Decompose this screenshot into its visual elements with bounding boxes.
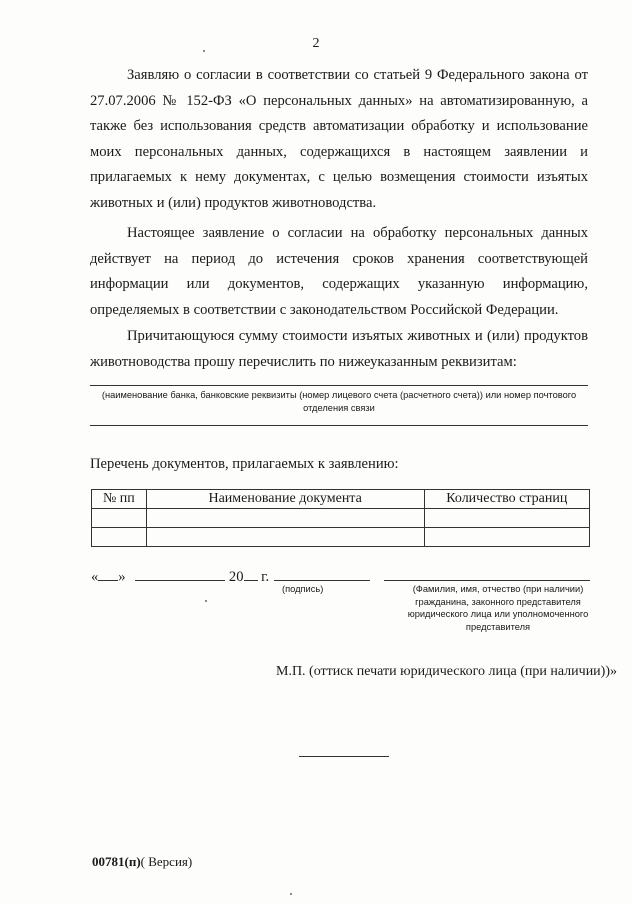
separator-line <box>299 756 389 757</box>
consent-paragraph: Заявляю о согласии в соответствии со статьей 9 Федерального закона от 27.07.2006 № 152-ФЗ «О персональных данных» на автоматизированную, а также без использования средств автоматизации обработку и использование моих персональных данных, содержащихся в настоящем заявлении и прилагаемых к нему документах, с целью возмещения стоимости изъятых животных и (или) продуктов животноводства. <box>90 67 588 211</box>
table-cell <box>424 528 589 547</box>
fio-line <box>384 580 590 581</box>
footer-code: 00781(п) <box>92 854 141 869</box>
footer-version: ( Версия) <box>140 854 193 869</box>
validity-paragraph: Настоящее заявление о согласии на обработку персональных данных действует на период до истечения сроков хранения соответствующей информации или документов, содержащих указанную информацию, определяемых в соответствии с законодательством Российской Федерации. <box>90 225 588 318</box>
footer <box>92 854 192 870</box>
table-cell <box>146 528 424 547</box>
table-cell <box>424 509 589 528</box>
table-row <box>92 528 590 547</box>
payment-paragraph: Причитающуюся сумму стоимости изъятых животных и (или) продуктов животноводства прошу перечислить по нижеуказанным реквизитам: <box>90 328 588 370</box>
signature-line <box>274 580 370 581</box>
year-suffix: г. <box>261 569 270 585</box>
date-close-quote: » <box>118 569 126 585</box>
year-prefix: 20 <box>228 569 244 585</box>
bank-details-line-2 <box>90 425 588 426</box>
table-cell <box>146 509 424 528</box>
column-header-number: № пп <box>92 490 147 509</box>
page-number: 2 <box>312 36 320 51</box>
signature-caption: (подпись) <box>282 584 324 594</box>
date-open-quote: « <box>91 569 99 585</box>
table-header-row <box>92 490 590 509</box>
fio-caption: (Фамилия, имя, отчество (при наличии) гражданина, законного представителя юридического лица или уполномоченного представителя <box>407 584 589 632</box>
table-cell <box>92 528 147 547</box>
column-header-page-count: Количество страниц <box>424 490 589 509</box>
stamp-note: М.П. (оттиск печати юридического лица (при наличии))» <box>276 664 617 679</box>
bank-details-line <box>90 385 588 386</box>
scan-speck <box>203 50 205 52</box>
day-blank <box>98 566 118 581</box>
bank-details-caption: (наименование банка, банковские реквизиты (номер лицевого счета (расчетного счета)) или номер почтового отделения связи <box>101 390 577 413</box>
documents-table <box>91 489 590 547</box>
column-header-document-name: Наименование документа <box>146 490 424 509</box>
date-line <box>91 566 269 586</box>
scan-speck <box>290 893 292 895</box>
table-cell <box>92 509 147 528</box>
documents-heading: Перечень документов, прилагаемых к заявлению: <box>90 456 399 472</box>
year-blank <box>244 566 258 581</box>
scan-speck <box>205 600 207 602</box>
table-row <box>92 509 590 528</box>
month-blank <box>135 566 225 581</box>
